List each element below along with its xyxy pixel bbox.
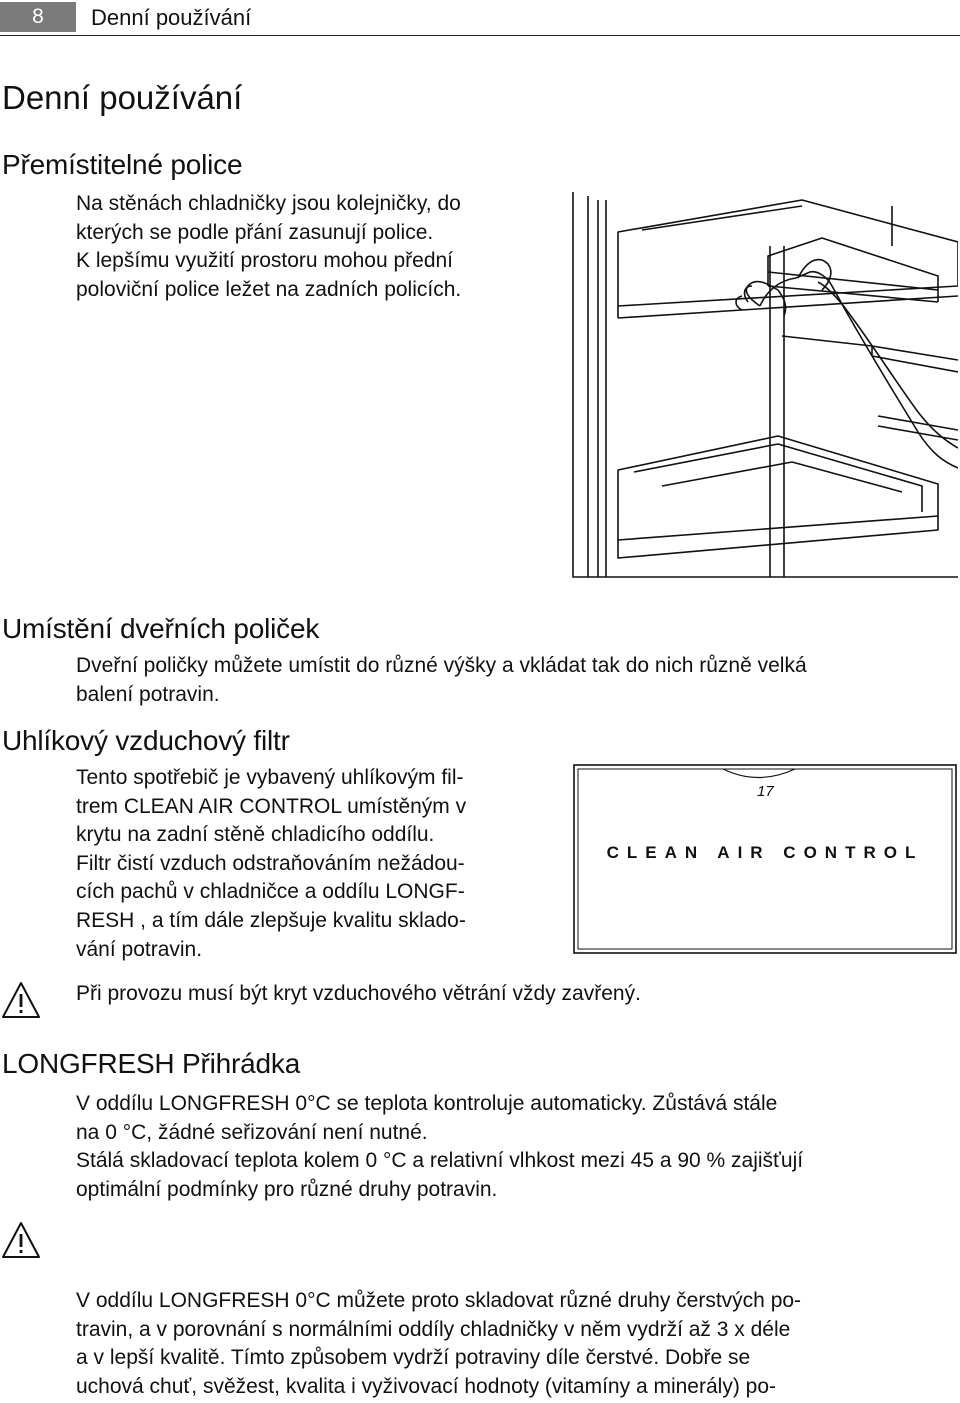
text-line: Filtr čistí vzduch odstraňováním nežádou- [76, 851, 465, 875]
text-line: na 0 °C, žádné seřizování není nutné. [76, 1120, 428, 1144]
figure-number: 17 [757, 783, 774, 800]
text-line: Dveřní poličky můžete umístit do různé výšky a vkládat tak do nich různě velká [76, 654, 807, 677]
text-line: optimální podmínky pro různé druhy potravin. [76, 1177, 498, 1201]
text-line: vání potravin. [76, 937, 203, 961]
text-line: cích pachů v chladničce a oddílu LONGF- [76, 880, 465, 904]
text-line: Na stěnách chladničky jsou kolejničky, do [76, 192, 461, 215]
section-heading-door-shelves: Umístění dveřních poliček [2, 613, 320, 644]
section-heading-shelves: Přemístitelné police [2, 149, 243, 180]
section-heading-longfresh: LONGFRESH Přihrádka [2, 1048, 301, 1079]
text-line: V oddílu LONGFRESH 0°C můžete proto skladovat různé druhy čerstvých po- [76, 1289, 802, 1312]
carbon-filter-text [76, 764, 466, 964]
text-line: trem CLEAN AIR CONTROL umístěným v [76, 794, 467, 818]
longfresh-storage-text [76, 1287, 801, 1401]
page-title: Denní používání [2, 79, 243, 116]
shelf-illustration [572, 186, 958, 578]
text-line: uchová chuť, svěžest, kvalita i vyživovací hodnoty (vitamíny a minerály) po- [76, 1374, 776, 1398]
clean-air-control-illustration [573, 764, 957, 954]
text-line: V oddílu LONGFRESH 0°C se teplota kontroluje automaticky. Zůstává stále [76, 1092, 778, 1115]
header-rule [0, 35, 960, 36]
text-line: krytu na zadní stěně chladicího oddílu. [76, 823, 435, 847]
text-line: a v lepší kvalitě. Tímto způsobem vydrží potraviny díle čerstvé. Dobře se [76, 1346, 751, 1370]
clean-air-control-label: CLEAN AIR CONTROL [606, 843, 924, 862]
text-line: poloviční police ležet na zadních policích. [76, 277, 462, 301]
text-line: kterých se podle přání zasunují police. [76, 220, 434, 244]
warning-triangle-icon [1, 1220, 41, 1260]
text-line: Stálá skladovací teplota kolem 0 °C a relativní vlhkost mezi 45 a 90 % zajišťují [76, 1149, 804, 1173]
text-line: travin, a v porovnání s normálními oddíly chladničky v něm vydrží až 3 x déle [76, 1317, 791, 1341]
text-line: K lepšímu využití prostoru mohou přední [76, 249, 454, 273]
door-shelves-text [76, 652, 807, 709]
longfresh-text [76, 1090, 803, 1204]
page-number: 8 [32, 5, 44, 28]
warning-text: Při provozu musí být kryt vzduchového větrání vždy zavřený. [76, 982, 641, 1005]
text-line: balení potravin. [76, 682, 220, 706]
section-heading-carbon-filter: Uhlíkový vzduchový filtr [2, 725, 290, 756]
shelves-text [76, 190, 461, 304]
text-line: Tento spotřebič je vybavený uhlíkovým fil- [76, 766, 464, 789]
text-line: RESH , a tím dále zlepšuje kvalitu sklado- [76, 908, 466, 932]
warning-triangle-icon [1, 980, 41, 1020]
running-title: Denní používání [91, 5, 252, 30]
